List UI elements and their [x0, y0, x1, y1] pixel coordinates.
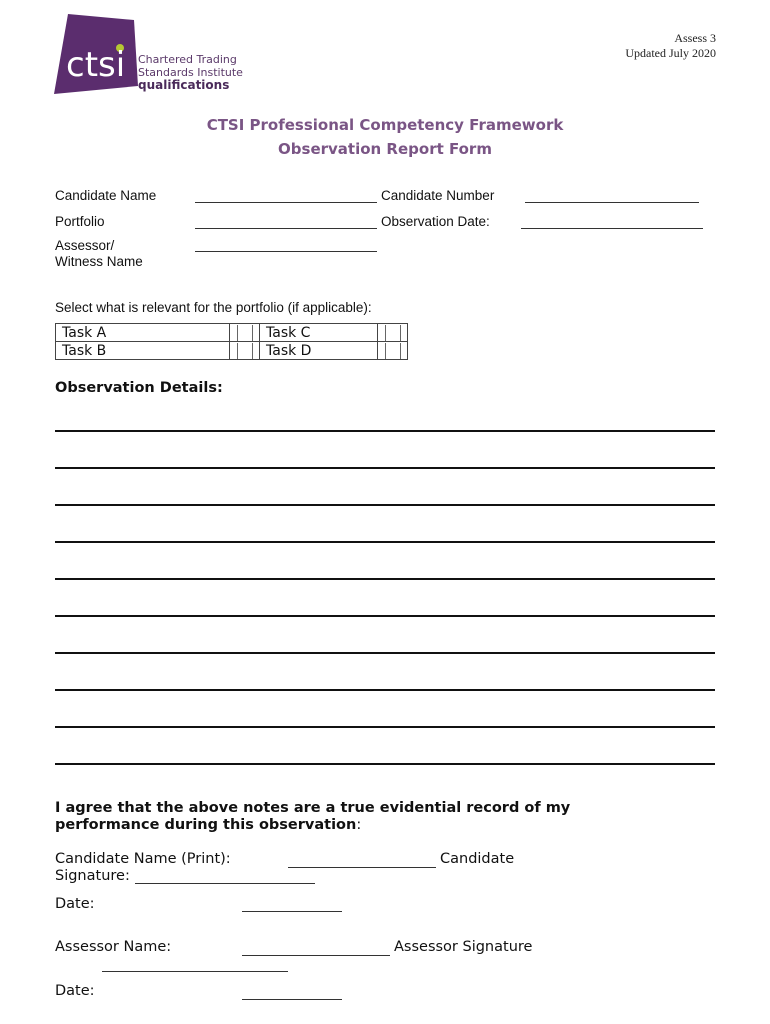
- candidate-name-print-field[interactable]: [288, 867, 436, 868]
- assessor-signature-label: Assessor Signature: [394, 939, 533, 955]
- candidate-signature-label-b: Signature:: [55, 868, 130, 884]
- task-table: [55, 323, 408, 360]
- portfolio-field[interactable]: [195, 228, 377, 229]
- observation-line[interactable]: [55, 615, 715, 617]
- assessor-label-line1: Assessor/: [55, 238, 115, 253]
- assessor-label-line2: Witness Name: [55, 254, 143, 269]
- document-meta: [625, 31, 716, 61]
- meta-updated: Updated July 2020: [625, 46, 716, 60]
- observation-line[interactable]: [55, 689, 715, 691]
- task-d-checkbox[interactable]: [378, 342, 408, 360]
- declaration-bold: I agree that the above notes are a true evidential record of my performance during this observation: [55, 800, 571, 833]
- task-b-checkbox[interactable]: [230, 342, 260, 360]
- form-title: CTSI Professional Competency Framework: [206, 116, 564, 134]
- logo-line-3: qualifications: [138, 78, 230, 92]
- observation-heading: Observation Details:: [55, 380, 223, 396]
- logo-line-2: Standards Institute: [138, 65, 243, 79]
- form-subtitle: Observation Report Form: [278, 140, 492, 158]
- assessor-name-sign-field[interactable]: [242, 955, 390, 956]
- declaration-text: [55, 800, 675, 834]
- candidate-signature-label-a: Candidate: [440, 851, 515, 867]
- svg-text:ctsi: ctsi: [66, 45, 126, 85]
- ctsi-logo: [54, 14, 254, 96]
- task-c-label: Task C: [260, 324, 378, 342]
- date-field-2[interactable]: [242, 999, 342, 1000]
- portfolio-prompt: Select what is relevant for the portfolio (if applicable):: [55, 300, 372, 315]
- task-a-label: Task A: [56, 324, 230, 342]
- task-row: [56, 342, 408, 360]
- ctsi-logo-mark: [54, 14, 138, 94]
- logo-text: [138, 54, 243, 92]
- candidate-name-label: Candidate Name: [55, 188, 157, 203]
- observation-line[interactable]: [55, 467, 715, 469]
- declaration-colon: :: [356, 817, 362, 833]
- assessor-signature-field[interactable]: [102, 971, 288, 972]
- task-a-checkbox[interactable]: [230, 324, 260, 342]
- observation-line[interactable]: [55, 726, 715, 728]
- date-label-2: Date:: [55, 983, 95, 999]
- assessor-name-field[interactable]: [195, 251, 377, 252]
- task-d-label: Task D: [260, 342, 378, 360]
- task-b-label: Task B: [56, 342, 230, 360]
- date-label-1: Date:: [55, 896, 95, 912]
- observation-line[interactable]: [55, 430, 715, 432]
- meta-assess: Assess 3: [674, 31, 716, 45]
- candidate-number-label: Candidate Number: [381, 188, 495, 203]
- candidate-signature-field[interactable]: [135, 883, 315, 884]
- task-row: [56, 324, 408, 342]
- assessor-name-label: Assessor Name:: [55, 939, 172, 955]
- task-c-checkbox[interactable]: [378, 324, 408, 342]
- observation-line[interactable]: [55, 652, 715, 654]
- date-field-1[interactable]: [242, 911, 342, 912]
- observation-date-label: Observation Date:: [381, 214, 490, 229]
- candidate-name-print-label: Candidate Name (Print):: [55, 851, 231, 867]
- candidate-name-field[interactable]: [195, 202, 377, 203]
- observation-line[interactable]: [55, 504, 715, 506]
- portfolio-label: Portfolio: [55, 214, 105, 229]
- observation-line[interactable]: [55, 763, 715, 765]
- observation-line[interactable]: [55, 578, 715, 580]
- observation-line[interactable]: [55, 541, 715, 543]
- candidate-number-field[interactable]: [525, 202, 699, 203]
- observation-date-field[interactable]: [521, 228, 703, 229]
- logo-line-1: Chartered Trading: [138, 53, 237, 66]
